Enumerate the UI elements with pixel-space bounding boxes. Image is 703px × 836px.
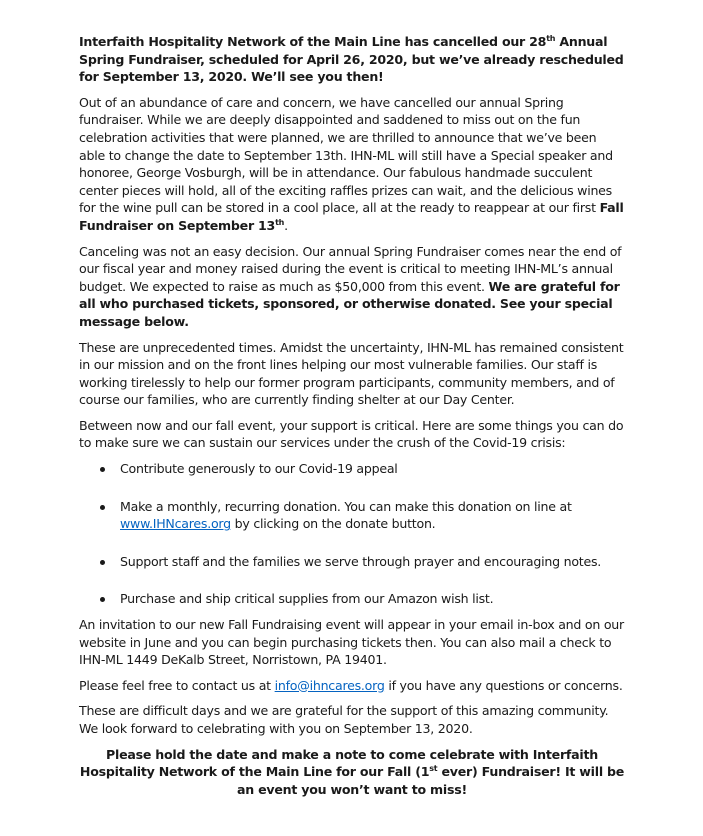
headline-text-end: Annual Spring Fundraiser, scheduled for April 26, 2020, but we’ve already rescheduled for September 13, 2020. We’ll see you then! — [79, 34, 624, 85]
contact-email-link[interactable]: info@ihncares.org — [274, 677, 385, 693]
headline — [79, 33, 625, 86]
paragraph-gratitude: These are difficult days and we are grateful for the support of this amazing community. We look forward to celebrating with you on September 13, 2020. — [79, 703, 609, 736]
list-item-monthly-donation: Make a monthly, recurring donation. You can make this donation on line at www.IHNcares.org by clicking on the donate button. — [79, 498, 625, 533]
paragraph-cancellation: Out of an abundance of care and concern, we have cancelled our annual Spring fundraiser. While we are deeply disappointed and saddened to miss out on the fun celebration activities that were planned, we are thrilled to announce that we’ve been able to change the date to September 13th. IHN-ML will still have a Special speaker and honoree, George Vosburgh, will be in attendance. Our fabulous handmade succulent center pieces will hold, all of the exciting raffles prizes can wait, and the delicious wines for the wine pull can be stored in a cool place, all at the ready to reappear at our first Fall Fundraiser on September 13th. — [79, 94, 624, 233]
list-item-prayer-notes: Support staff and the families we serve through prayer and encouraging notes. — [79, 553, 625, 571]
paragraph-contact: Please feel free to contact us at info@ihncares.org if you have any questions or concerns. — [79, 677, 623, 693]
paragraph-cancellation-text: Out of an abundance of care and concern, we have cancelled our annual Spring fundraiser. While we are deeply disappointed and saddened to miss out on the fun celebration activities that were planned, we are thrilled to announce that we’ve been able to change the date to September 13th. IHN-ML will still have a Special speaker and honoree, George Vosburgh, will be in attendance. Our fabulous handmade succulent center pieces will hold, all of the exciting raffles prizes can wait, and the delicious wines for the wine pull can be stored in a cool place, all at the ready to reappear at our first — [79, 94, 613, 216]
paragraph-support: Between now and our fall event, your support is critical. Here are some things you can do to make sure we can sustain our services under the crush of the Covid-19 crisis: — [79, 417, 624, 451]
paragraph-decision-text: Canceling was not an easy decision. Our annual Spring Fundraiser comes near the end of our fiscal year and money raised during the event is critical to meeting IHN-ML’s annual budget. We expected to raise as much as $50,000 from this event. — [79, 243, 622, 294]
paragraph-decision — [79, 243, 625, 331]
paragraph-invitation: An invitation to our new Fall Fundraising event will appear in your email in-box and on our website in June and you can begin purchasing tickets then. You can also mail a check to IHN-ML 1449 DeKalb Street, Norristown, PA 19401. — [79, 617, 624, 668]
closing-message: Please hold the date and make a note to come celebrate with Interfaith Hospitality Network of the Main Line for our Fall (1st ever) Fundraiser! It will be an event you won’t want to miss! — [79, 746, 625, 797]
ihncares-website-link[interactable]: www.IHNcares.org — [120, 516, 231, 532]
ways-to-help-list — [79, 460, 625, 608]
grateful-message: We are grateful for all who purchased tickets, sponsored, or otherwise donated. See your special message below. — [79, 278, 620, 329]
fall-fundraiser-superscript: th — [275, 217, 285, 227]
fall-fundraiser-date: Fall Fundraiser on September 13 — [79, 200, 624, 233]
closing-superscript: st — [429, 764, 438, 773]
headline-superscript: th — [546, 33, 556, 43]
list-item-amazon-wishlist: Purchase and ship critical supplies from our Amazon wish list. — [79, 590, 625, 608]
list-item-covid-appeal: Contribute generously to our Covid-19 appeal — [79, 460, 625, 478]
headline-text: Interfaith Hospitality Network of the Main Line has cancelled our 28 — [79, 34, 547, 49]
paragraph-unprecedented: These are unprecedented times. Amidst the uncertainty, IHN-ML has remained consistent in our mission and on the front lines helping our most vulnerable families. Our staff is working tirelessly to help our former program participants, community members, and of course our families, who are currently finding shelter at our Day Center. — [79, 339, 624, 408]
